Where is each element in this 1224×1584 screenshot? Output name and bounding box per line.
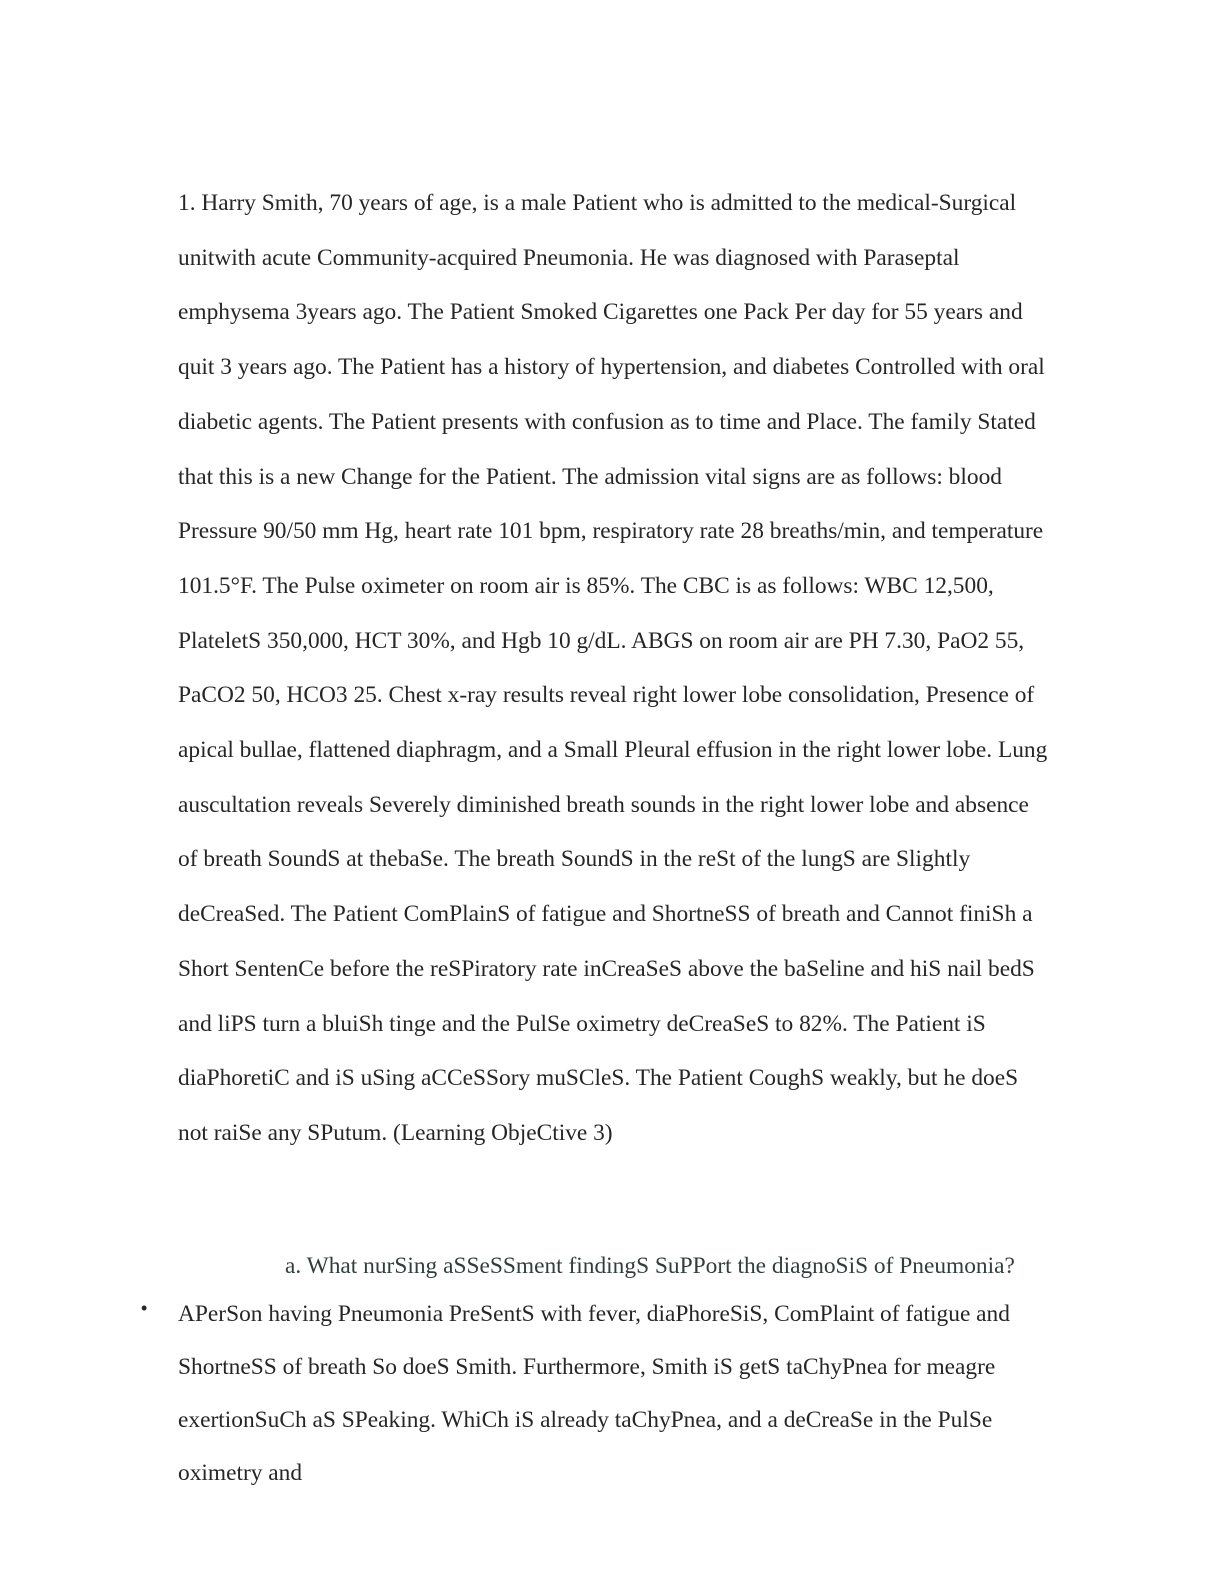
case-line: Short SentenCe before the reSPiratory rate inCreaSeS above the baSeline and hiS nail bedS [178, 955, 1035, 982]
case-line: 101.5°F. The Pulse oximeter on room air is 85%. The CBC is as follows: WBC 12,500, [178, 572, 994, 599]
case-line: diaPhoretiC and iS uSing aCCeSSory muSCleS. The Patient CoughS weakly, but he doeS [178, 1065, 1019, 1092]
answer-line: APerSon having Pneumonia PreSentS with fever, diaPhoreSiS, ComPlaint of fatigue and [178, 1301, 1010, 1327]
case-line: quit 3 years ago. The Patient has a history of hypertension, and diabetes Controlled with oral [178, 354, 1045, 381]
case-line: apical bullae, flattened diaphragm, and a Small Pleural effusion in the right lower lobe. Lung [178, 737, 1048, 763]
case-line: that this is a new Change for the Patient. The admission vital signs are as follows: blood [178, 463, 1002, 490]
case-line: auscultation reveals Severely diminished breath sounds in the right lower lobe and absence [178, 791, 1029, 818]
case-line: unitwith acute Community-acquired Pneumonia. He was diagnosed with Paraseptal [178, 244, 960, 271]
case-line: not raiSe any SPutum. (Learning ObjeCtive 3) [178, 1119, 613, 1146]
case-line: PaCO2 50, HCO3 25. Chest x-ray results reveal right lower lobe consolidation, Presence of [178, 682, 1035, 709]
case-line: of breath SoundS at thebaSe. The breath SoundS in the reSt of the lungS are Slightly [178, 846, 971, 873]
case-line: diabetic agents. The Patient presents with confusion as to time and Place. The family Stated [178, 408, 1036, 435]
question-heading: a. What nurSing aSSeSSment findingS SuPPort the diagnoSiS of Pneumonia? [285, 1253, 1015, 1279]
case-line: and liPS turn a bluiSh tinge and the PulSe oximetry deCreaSeS to 82%. The Patient iS [178, 1010, 986, 1037]
answer-line: ShortneSS of breath So doeS Smith. Furthermore, Smith iS getS taChyPnea for meagre [178, 1354, 996, 1380]
bullet-marker: • [141, 1298, 148, 1318]
answer-line: exertionSuCh aS SPeaking. WhiCh iS already taChyPnea, and a deCreaSe in the PulSe [178, 1407, 993, 1433]
answer-line: oximetry and [178, 1460, 303, 1486]
case-line: Pressure 90/50 mm Hg, heart rate 101 bpm, respiratory rate 28 breaths/min, and temperature [178, 518, 1044, 545]
case-line: emphysema 3years ago. The Patient Smoked Cigarettes one Pack Per day for 55 years and [178, 299, 1023, 326]
case-line: deCreaSed. The Patient ComPlainS of fatigue and ShortneSS of breath and Cannot finiSh a [178, 901, 1033, 928]
case-line: PlateletS 350,000, HCT 30%, and Hgb 10 g/dL. ABGS on room air are PH 7.30, PaO2 55, [178, 627, 1025, 654]
case-line: 1. Harry Smith, 70 years of age, is a male Patient who is admitted to the medical-Surgical [178, 190, 1017, 216]
